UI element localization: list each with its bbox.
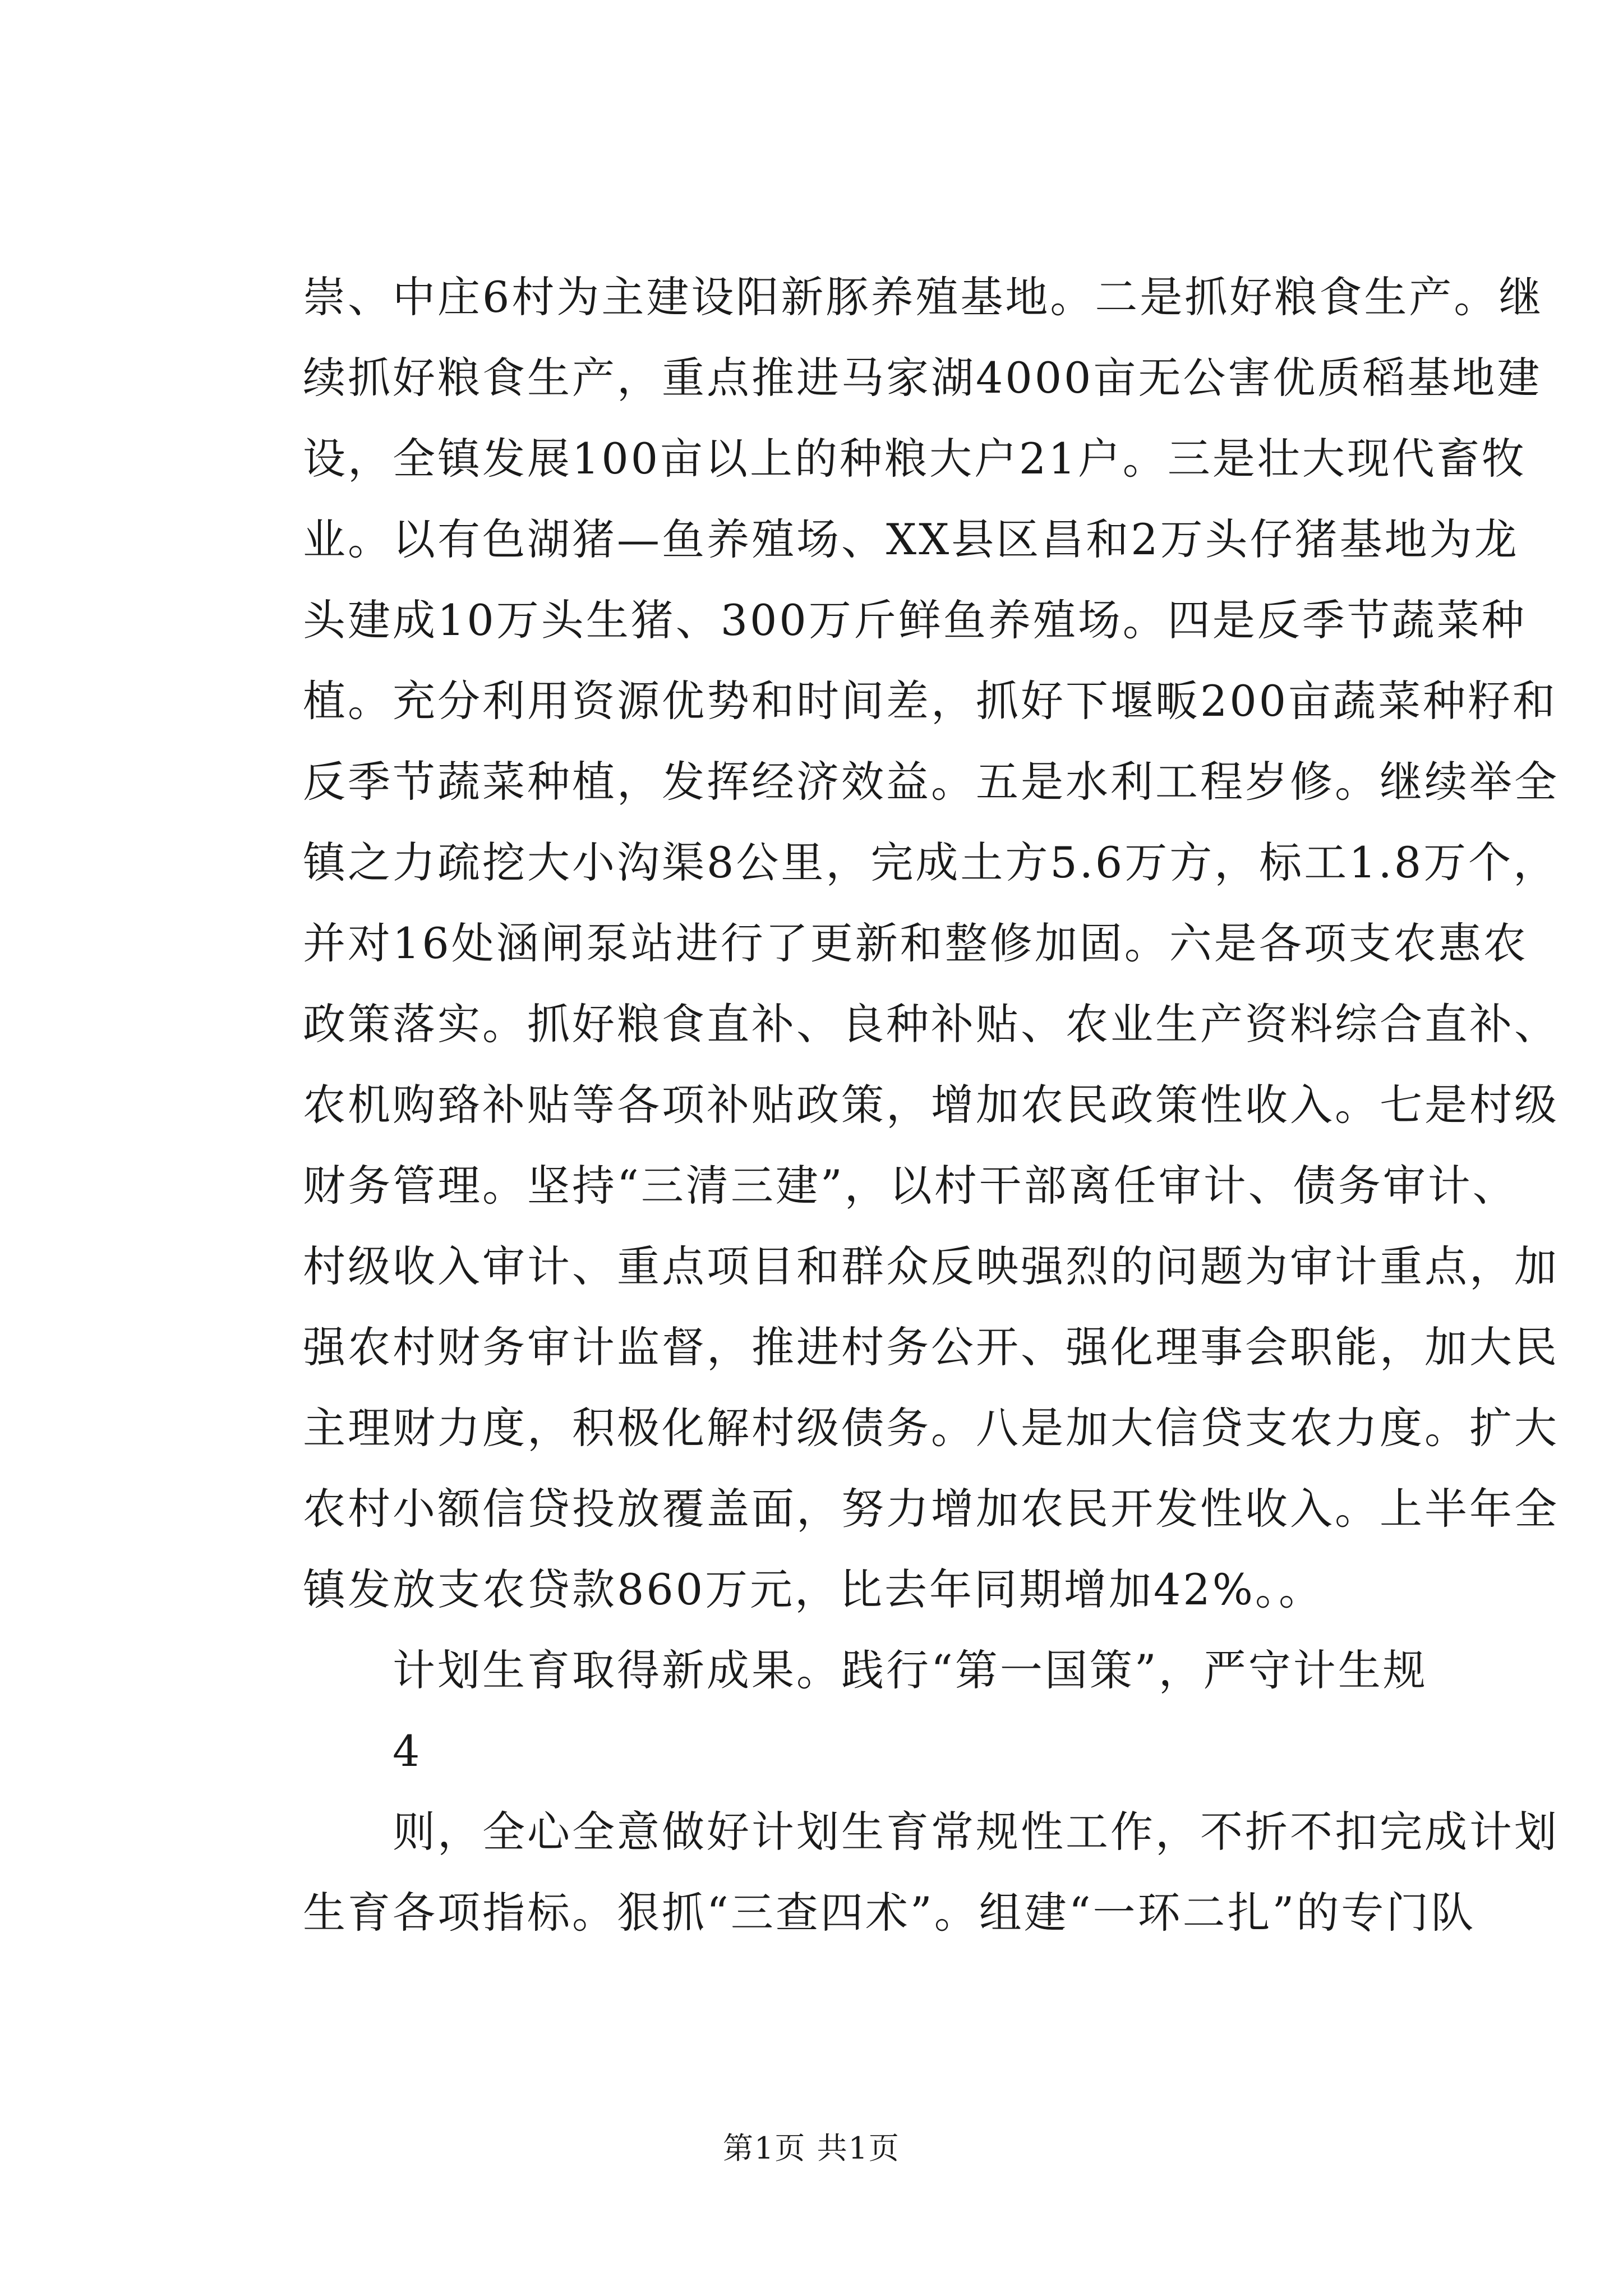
- text-line: 植。充分利用资源优势和时间差，抓好下堰畈200亩蔬菜种籽和: [303, 676, 1558, 726]
- text-line: 镇发放支农贷款860万元，比去年同期增加42%。。: [303, 1565, 1324, 1614]
- text-line: 强农村财务审计监督，推进村务公开、强化理事会职能，加大民: [303, 1322, 1559, 1372]
- text-line: 续抓好粮食生产，重点推进马家湖4000亩无公害优质稻基地建: [303, 353, 1542, 403]
- text-line: 设，全镇发展100亩以上的种粮大户21户。三是壮大现代畜牧: [303, 434, 1527, 484]
- text-line: 主理财力度，积极化解村级债务。八是加大信贷支农力度。扩大: [303, 1403, 1559, 1453]
- text-line: 崇、中庄6村为主建设阳新豚养殖基地。二是抓好粮食生产。继: [303, 272, 1544, 322]
- text-line: 镇之力疏挖大小沟渠8公里，完成土方5.6万方，标工1.8万个，: [303, 838, 1559, 887]
- text-line: 头建成10万头生猪、300万斤鲜鱼养殖场。四是反季节蔬菜种: [303, 595, 1527, 645]
- text-line: 反季节蔬菜种植，发挥经济效益。五是水利工程岁修。继续举全: [303, 757, 1559, 807]
- page-number-text: 4: [393, 1726, 422, 1776]
- paragraph-start-line: 则，全心全意做好计划生育常规性工作，不折不扣完成计划: [393, 1807, 1559, 1857]
- text-line: 农村小额信贷投放覆盖面，努力增加农民开发性收入。上半年全: [303, 1484, 1559, 1534]
- text-line: 财务管理。坚持“三清三建”，以村干部离任审计、债务审计、: [303, 1161, 1518, 1211]
- text-line: 并对16处涵闸泵站进行了更新和整修加固。六是各项支农惠农: [303, 918, 1528, 968]
- text-line: 农机购臵补贴等各项补贴政策，增加农民政策性收入。七是村级: [303, 1080, 1559, 1130]
- page-footer: 第1页 共1页: [723, 2131, 900, 2166]
- text-line: 生育各项指标。狠抓“三查四术”。组建“一环二扎”的专门队: [303, 1888, 1476, 1938]
- text-line: 政策落实。抓好粮食直补、良种补贴、农业生产资料综合直补、: [303, 999, 1559, 1049]
- paragraph-start-line: 计划生育取得新成果。践行“第一国策”，严守计生规: [393, 1645, 1428, 1695]
- text-line: 村级收入审计、重点项目和群众反映强烈的问题为审计重点，加: [303, 1241, 1559, 1291]
- text-line: 业。以有色湖猪—鱼养殖场、XX县区昌和2万头仔猪基地为龙: [303, 514, 1519, 564]
